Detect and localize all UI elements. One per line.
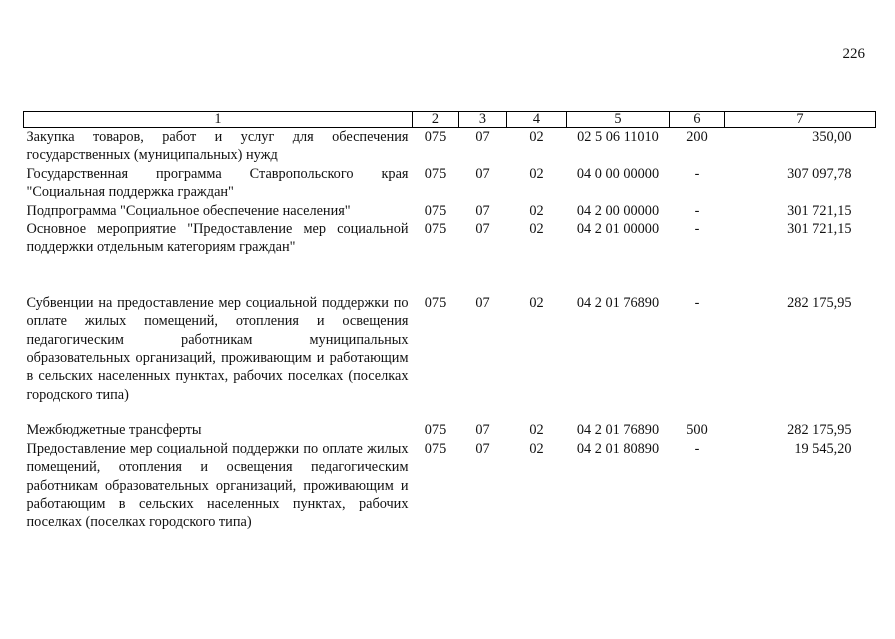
header-col-5: 5 [567, 112, 670, 128]
row-col-3: 07 [475, 422, 490, 439]
row-amount: 301 721,15 [787, 202, 852, 219]
row-col-6: - [694, 165, 700, 182]
row-col-3: 07 [475, 294, 490, 311]
spacer-row [24, 257, 876, 294]
header-col-3: 3 [459, 112, 507, 128]
table-row [24, 294, 876, 404]
row-description: Государственная программа Ставропольского края "Социальная поддержка граждан" [26, 165, 409, 201]
header-col-4: 4 [507, 112, 567, 128]
table-row [24, 220, 876, 257]
row-col-2: 075 [424, 165, 447, 182]
row-description: Предоставление мер социальной поддержки по оплате жилых помещений, отопления и освещения педагогическим работникам образовательных организаций, проживающим и работающим в сельских населенных пунктах, рабочих поселках (поселках городского типа) [26, 440, 409, 531]
header-col-7: 7 [725, 112, 876, 128]
row-col-4: 02 [529, 129, 544, 145]
row-col-2: 075 [424, 294, 447, 311]
row-amount: 282 175,95 [787, 294, 852, 311]
row-amount: 307 097,78 [787, 165, 852, 182]
page-number: 226 [842, 46, 865, 62]
row-col-5: 04 2 01 00000 [576, 221, 660, 238]
row-description: Субвенции на предоставление мер социальной поддержки по оплате жилых помещений, отопления и освещения педагогическим работникам муниципальных образовательных организаций, проживающим и работающим в сельских населенных пунктах, рабочих поселках (поселках городского типа) [26, 294, 409, 403]
row-col-4: 02 [529, 422, 544, 439]
row-col-3: 07 [475, 129, 490, 145]
row-description: Межбюджетные трансферты [26, 422, 202, 439]
row-col-2: 075 [424, 221, 447, 238]
row-col-2: 075 [424, 129, 447, 145]
row-col-5: 04 2 01 80890 [576, 440, 660, 457]
row-amount: 301 721,15 [787, 221, 852, 238]
row-col-5: 04 0 00 00000 [576, 165, 660, 182]
budget-table [23, 111, 876, 532]
table-row [24, 404, 876, 439]
row-col-4: 02 [529, 165, 544, 182]
row-col-4: 02 [529, 202, 544, 219]
table-row [24, 440, 876, 532]
row-col-4: 02 [529, 440, 544, 457]
row-col-5: 04 2 00 00000 [576, 202, 660, 219]
row-col-5: 04 2 01 76890 [576, 422, 660, 439]
row-col-6: 500 [686, 422, 708, 439]
row-col-6: - [694, 202, 700, 219]
header-col-6: 6 [670, 112, 725, 128]
table-row [24, 128, 876, 165]
row-col-6: - [694, 221, 700, 238]
row-col-3: 07 [475, 165, 490, 182]
row-description: Закупка товаров, работ и услуг для обеспечения государственных (муниципальных) нужд [26, 129, 409, 164]
table-row [24, 202, 876, 220]
row-col-6: 200 [686, 129, 708, 145]
row-col-3: 07 [475, 440, 490, 457]
row-description: Основное мероприятие "Предоставление мер социальной поддержки отдельным категориям граждан" [26, 221, 409, 256]
row-col-6: - [694, 440, 700, 457]
row-col-2: 075 [424, 202, 447, 219]
row-amount: 282 175,95 [787, 422, 852, 439]
table-row [24, 165, 876, 202]
header-col-2: 2 [413, 112, 459, 128]
row-col-4: 02 [529, 221, 544, 238]
row-col-5: 04 2 01 76890 [576, 294, 660, 311]
row-amount: 19 545,20 [794, 440, 852, 457]
row-description: Подпрограмма "Социальное обеспечение населения" [26, 202, 351, 219]
row-col-2: 075 [424, 422, 447, 439]
row-col-3: 07 [475, 202, 490, 219]
row-col-5: 02 5 06 11010 [577, 129, 659, 145]
row-col-4: 02 [529, 294, 544, 311]
row-amount: 350,00 [812, 129, 852, 145]
header-col-1: 1 [24, 112, 413, 128]
row-col-3: 07 [475, 221, 490, 238]
header-row [24, 112, 876, 128]
row-col-6: - [694, 294, 700, 311]
row-col-2: 075 [424, 440, 447, 457]
